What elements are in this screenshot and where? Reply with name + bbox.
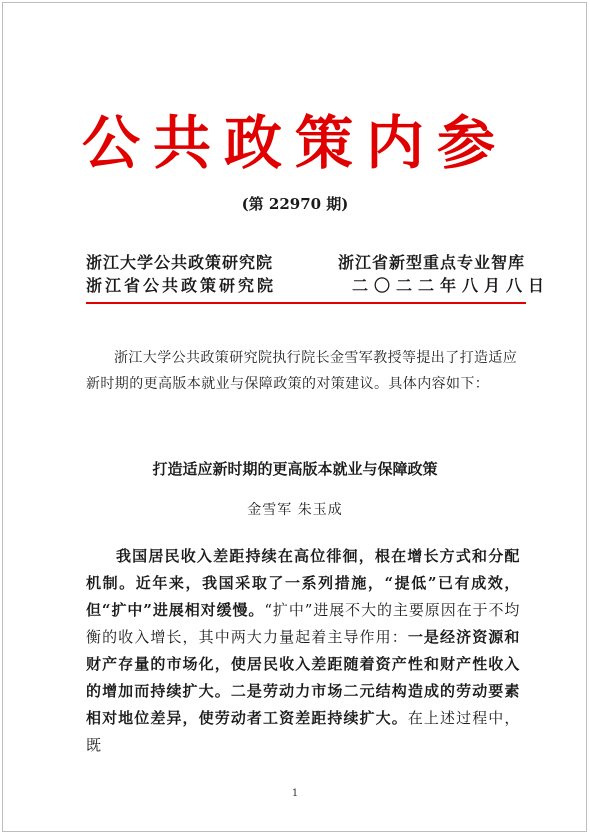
body-normal-2: 在上述过程中，既 — [86, 709, 520, 754]
issue-date: 二〇二二年八月八日 — [352, 276, 551, 295]
masthead-title: 公共政策内参 — [81, 109, 508, 177]
institute-name-2: 浙江省公共政策研究院 — [86, 276, 277, 295]
body-paragraph — [86, 543, 520, 759]
body-bold-1: 我国居民收入差距持续在高位徘徊，根在增长方式和分配机制。近年来，我国采取了一系列措施，“提低”已有成效，但“扩中”进展相对缓慢。 — [86, 547, 520, 619]
intro-paragraph: 浙江大学公共政策研究院执行院长金雪军教授等提出了打造适应新时期的更高版本就业与保障政策的对策建议。具体内容如下： — [86, 350, 518, 392]
body-normal-1: “扩中”进展不大的主要原因在于不均衡的收入增长，其中两大力量起着主导作用： — [86, 601, 520, 646]
body-bold-2: 一是经济资源和财产存量的市场化，使居民收入差距随着资产性和财产性收入的增加而持续扩大。二是劳动力市场二元结构造成的劳动要素相对地位差异，使劳动者工资差距持续扩大。 — [86, 628, 520, 727]
header-divider — [86, 302, 526, 304]
think-tank-label: 浙江省新型重点专业智库 — [338, 253, 526, 272]
page-number: 1 — [291, 788, 299, 799]
article-title: 打造适应新时期的更高版本就业与保障政策 — [152, 460, 438, 478]
article-authors: 金雪军 朱玉成 — [247, 502, 343, 518]
issue-number: (第 22970 期) — [241, 195, 349, 213]
institute-name-1: 浙江大学公共政策研究院 — [86, 253, 274, 272]
